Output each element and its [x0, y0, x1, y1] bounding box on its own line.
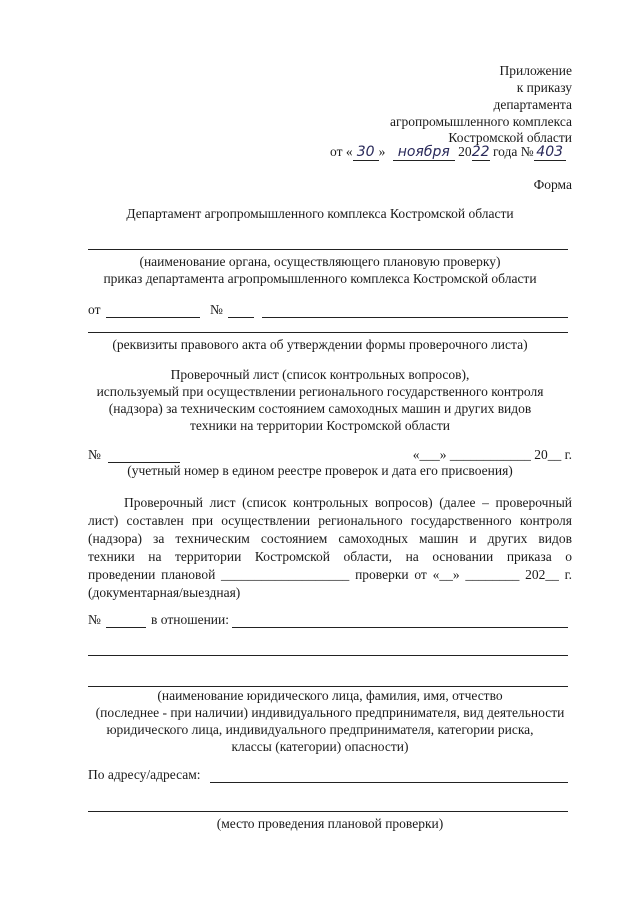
header-department: департамента	[493, 97, 572, 112]
address-caption: (место проведения плановой проверки)	[216, 816, 444, 831]
form-label: Форма	[533, 177, 572, 192]
handwritten-day: 30	[353, 144, 379, 161]
paragraph-line-5: проведении плановой ___________________ проверки от «__» ________ 202__ г.	[88, 567, 572, 582]
requisites-title-blank	[262, 317, 568, 318]
requisites-date-blank	[106, 317, 200, 318]
header-appendix: Приложение	[499, 63, 572, 78]
relation-number-blank	[106, 627, 146, 628]
authority-caption: (наименование органа, осуществляющего плановую проверку)	[139, 254, 501, 269]
year-prefix: 20	[458, 144, 472, 159]
paragraph-line-1: Проверочный лист (список контрольных вопросов) (далее – проверочный	[124, 495, 572, 510]
order-line: приказ департамента агропромышленного комплекса Костромской области	[103, 271, 537, 286]
relation-blank-3	[88, 686, 568, 687]
registry-date: «___» ____________ 20__ г.	[412, 447, 572, 462]
handwritten-month: ноября	[393, 144, 455, 161]
address-blank-2	[88, 811, 568, 812]
relation-blank	[232, 627, 568, 628]
checklist-title-line-4: техники на территории Костромской области	[190, 418, 450, 433]
requisites-no-label: №	[210, 302, 223, 317]
year-suffix: года №	[489, 144, 534, 159]
entity-caption-line-1: (наименование юридического лица, фамилия, имя, отчество	[157, 688, 503, 703]
header-region: Костромской области	[448, 130, 572, 145]
relation-no-label: №	[88, 612, 101, 627]
handwritten-year: 22	[471, 144, 490, 160]
handwritten-number: 403	[534, 144, 566, 161]
relation-text: в отношении:	[151, 612, 230, 627]
relation-blank-2	[88, 655, 568, 656]
requisites-from-label: от	[88, 302, 101, 317]
entity-caption-line-3: юридического лица, индивидуального предпринимателя, категории риска,	[106, 722, 534, 737]
authority-blank-line	[88, 249, 568, 250]
registry-no-label: №	[88, 447, 101, 462]
checklist-title-line-3: (надзора) за техническим состоянием самоходных машин и других видов	[108, 401, 532, 416]
header-date-line	[330, 144, 566, 161]
header-to-order: к приказу	[516, 80, 572, 95]
paragraph-line-6: (документарная/выездная)	[88, 585, 241, 600]
entity-caption-line-4: классы (категории) опасности)	[231, 739, 409, 754]
requisites-number-blank	[228, 317, 254, 318]
requisites-caption: (реквизиты правового акта об утверждении формы проверочного листа)	[112, 337, 528, 352]
entity-caption-line-2: (последнее - при наличии) индивидуального предпринимателя, вид деятельности	[95, 705, 565, 720]
address-label: По адресу/адресам:	[88, 767, 201, 782]
department-title: Департамент агропромышленного комплекса Костромской области	[126, 206, 514, 221]
address-blank	[210, 782, 568, 783]
paragraph-line-2: лист) составлен при осуществлении регионального государственного контроля	[88, 513, 572, 528]
date-prefix: от «	[330, 144, 353, 159]
paragraph-line-3: (надзора) за техническим состоянием самоходных машин и других видов	[88, 531, 572, 546]
date-quote-close: »	[378, 144, 386, 159]
checklist-title-line-1: Проверочный лист (список контрольных вопросов),	[170, 367, 470, 382]
header-agro-complex: агропромышленного комплекса	[390, 114, 572, 129]
registry-caption: (учетный номер в едином реестре проверок и дата его присвоения)	[127, 463, 513, 478]
checklist-title-line-2: используемый при осуществлении регионального государственного контроля	[96, 384, 544, 399]
requisites-second-blank	[88, 332, 568, 333]
paragraph-line-4: техники на территории Костромской области, на основании приказа о	[88, 549, 572, 564]
